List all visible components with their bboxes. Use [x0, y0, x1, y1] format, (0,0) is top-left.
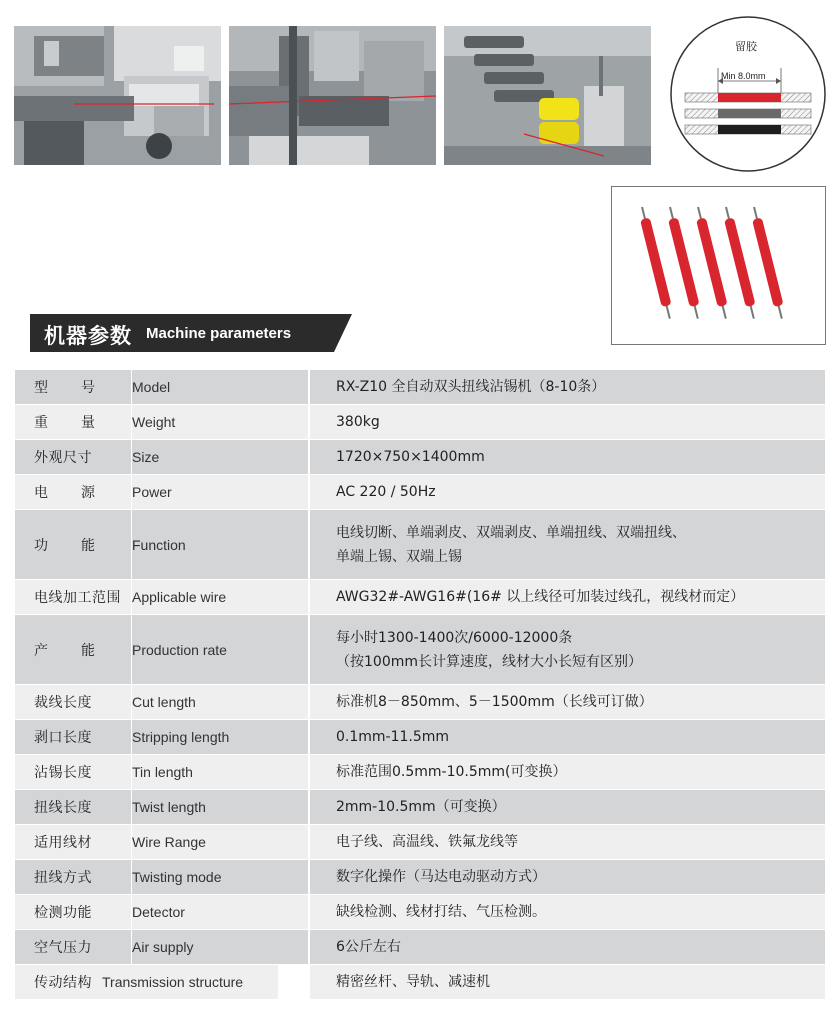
param-name-cn: [15, 405, 132, 440]
param-value-line: 0.1mm-11.5mm: [336, 729, 450, 745]
diagram-dimension: Min 8.0mm: [721, 71, 766, 81]
param-value-line: 标准机8－850mm、5－1500mm（长线可订做）: [336, 694, 653, 710]
param-value: [309, 475, 826, 510]
param-value: [309, 720, 826, 755]
param-name-cn-text: 电线加工范围: [34, 590, 121, 606]
param-name-en: Cut length: [132, 685, 310, 720]
heading-title-en: Machine parameters: [146, 325, 292, 342]
param-value-line: 380kg: [336, 414, 380, 430]
param-name-cn: [15, 825, 132, 860]
param-name-en: Production rate: [132, 615, 310, 685]
param-name-cn: [15, 755, 132, 790]
param-value-line: 电线切断、单端剥皮、双端剥皮、单端扭线、双端扭线、: [336, 524, 686, 541]
param-name-en: Air supply: [132, 930, 310, 965]
param-name-cn: [15, 930, 132, 965]
param-name-cn: [15, 440, 132, 475]
param-name-en: Transmission structure: [102, 965, 280, 1000]
param-value-line: 精密丝杆、导轨、减速机: [336, 974, 490, 990]
param-name-en: Twist length: [132, 790, 310, 825]
table-row: [15, 860, 826, 895]
table-row: [15, 580, 826, 615]
param-value-line: 2mm-10.5mm（可变换）: [336, 799, 506, 815]
param-name-en: Power: [132, 475, 310, 510]
param-value-line: 单端上锡、双端上锡: [336, 548, 462, 565]
param-value-line: 6公斤左右: [336, 939, 401, 955]
table-row: [15, 405, 826, 440]
param-value-line: 电子线、高温线、铁氟龙线等: [336, 834, 518, 850]
param-value: [309, 370, 826, 405]
param-value: [309, 965, 826, 1000]
machine-photo-twister: [444, 26, 651, 165]
param-value: [309, 685, 826, 720]
param-name-cn-text: 扭线长度: [34, 800, 92, 816]
param-name-cn-text: 剥口长度: [34, 730, 92, 746]
param-value: [309, 860, 826, 895]
param-name-cn-text: 扭线方式: [34, 870, 92, 886]
param-value: [309, 755, 826, 790]
param-name-en: Model: [132, 370, 310, 405]
param-value-line: AC 220 / 50Hz: [336, 484, 436, 500]
table-row: [15, 370, 826, 405]
param-name-cn: [15, 860, 132, 895]
table-row: [15, 755, 826, 790]
tin-length-diagram: [669, 15, 827, 173]
param-name-en: Tin length: [132, 755, 310, 790]
param-name-cn: [15, 510, 132, 580]
table-row: [15, 930, 826, 965]
param-value: [309, 895, 826, 930]
param-name-cn-text: 空气压力: [34, 940, 92, 956]
param-value-line: 标准范围0.5mm-10.5mm(可变换）: [336, 764, 567, 780]
param-name-cn-text: 沾锡长度: [34, 765, 92, 781]
param-name-cn: [15, 370, 132, 405]
param-name-cn-text: 外观尺寸: [34, 450, 92, 466]
param-name-cn-text: 功能: [34, 537, 128, 554]
param-value-line: 缺线检测、线材打结、气压检测。: [336, 904, 546, 920]
param-value: [309, 440, 826, 475]
param-name-en: Weight: [132, 405, 310, 440]
param-value: [309, 825, 826, 860]
param-name-cn-text: 适用线材: [34, 835, 92, 851]
param-name-cn: [15, 895, 132, 930]
table-row: [15, 825, 826, 860]
table-row: [15, 440, 826, 475]
param-value-line: 数字化操作（马达电动驱动方式）: [336, 869, 546, 885]
table-row: [15, 510, 826, 580]
param-name-en: Function: [132, 510, 310, 580]
param-name-en: Size: [132, 440, 310, 475]
machine-photo-stripping: [14, 26, 221, 165]
param-name-cn: [15, 615, 132, 685]
param-name-en: Wire Range: [132, 825, 310, 860]
param-name-en: Stripping length: [132, 720, 310, 755]
parameters-table: [14, 369, 826, 1000]
param-value: [309, 510, 826, 580]
param-name-cn-text: 传动结构: [34, 975, 92, 991]
param-name-cn-text: 型号: [34, 380, 128, 396]
section-heading: [30, 314, 350, 352]
param-value-line: （按100mm长计算速度，线材大小长短有区别）: [336, 653, 642, 670]
table-row: [15, 965, 826, 1000]
param-value-line: 每小时1300-1400次/6000-12000条: [336, 629, 573, 646]
param-name-cn-text: 重量: [34, 415, 128, 431]
param-name-cn-text: 电源: [34, 485, 128, 501]
table-row: [15, 790, 826, 825]
table-row: [15, 685, 826, 720]
param-name-en: Applicable wire: [132, 580, 310, 615]
param-value-line: RX-Z10 全自动双头扭线沾锡机（8-10条）: [336, 379, 606, 395]
param-name-en: Detector: [132, 895, 310, 930]
param-name-cn-text: 裁线长度: [34, 695, 92, 711]
param-name-cn-text: 检测功能: [34, 905, 92, 921]
param-name-en: Twisting mode: [132, 860, 310, 895]
param-value: [309, 580, 826, 615]
param-value: [309, 405, 826, 440]
table-row: [15, 895, 826, 930]
table-row: [15, 475, 826, 510]
param-value: [309, 790, 826, 825]
param-name-cn-text: 产能: [34, 642, 128, 659]
heading-title-cn: 机器参数: [44, 324, 132, 348]
param-name-cn: [15, 475, 132, 510]
table-row: [15, 615, 826, 685]
param-name-cn: [15, 580, 132, 615]
table-row: [15, 720, 826, 755]
machine-photo-cutter: [229, 26, 436, 165]
param-name-cn: [15, 790, 132, 825]
diagram-label: 留胶: [735, 40, 757, 53]
param-value-line: 1720×750×1400mm: [336, 449, 485, 465]
param-value: [309, 930, 826, 965]
param-name-cn: [15, 685, 132, 720]
param-value: [309, 615, 826, 685]
param-value-line: AWG32#-AWG16#(16# 以上线径可加装过线孔，视线材而定）: [336, 589, 745, 605]
param-name-cn: [15, 720, 132, 755]
tinned-wires-illustration: [611, 186, 826, 345]
